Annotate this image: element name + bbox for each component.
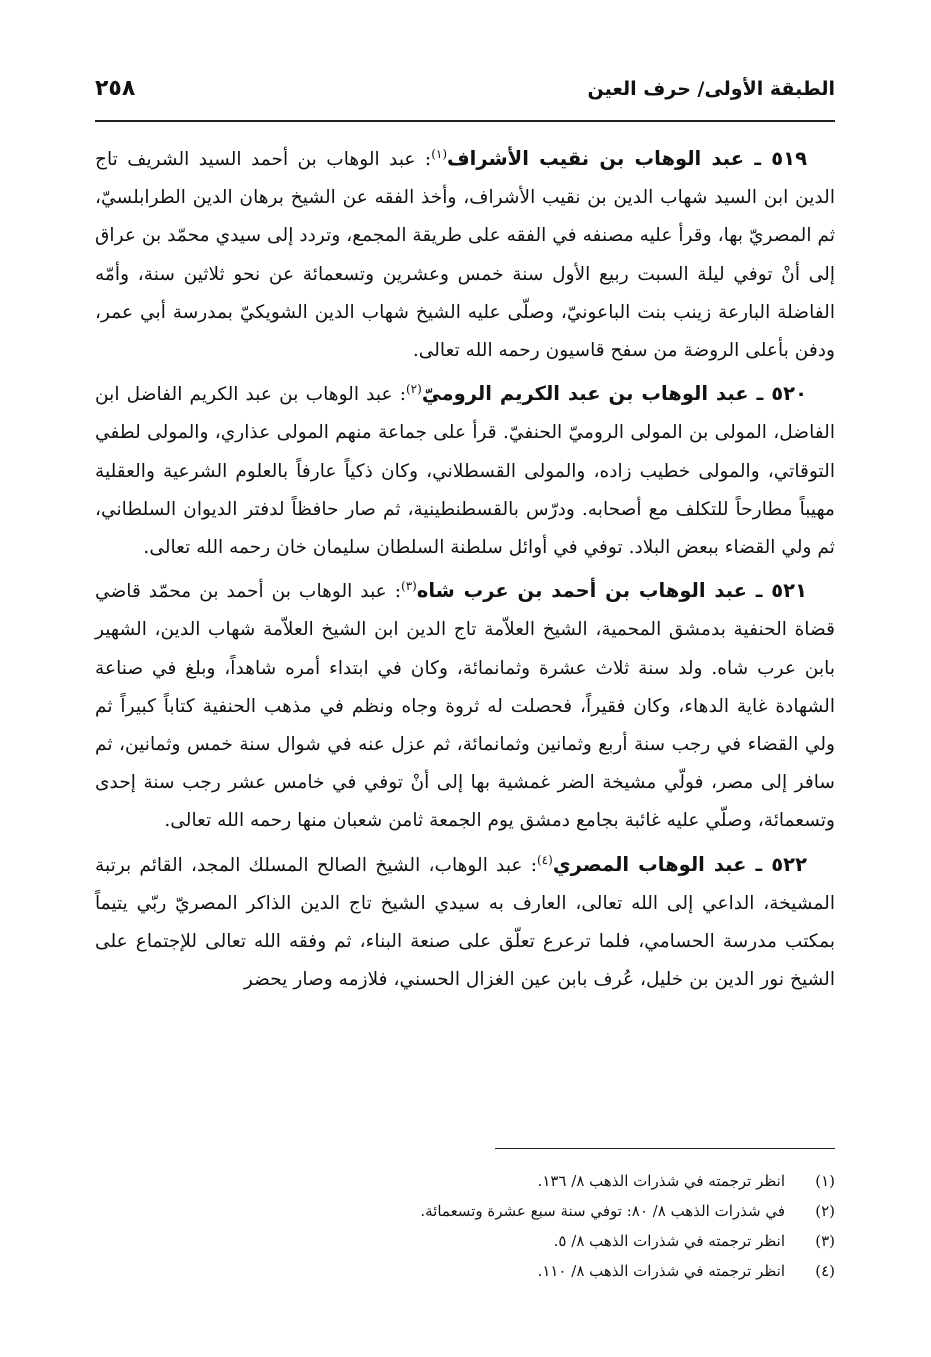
page-number: ٢٥٨ [95,76,136,101]
footnote-number: (٢) [815,1202,835,1220]
footnote-number: (٣) [815,1232,835,1250]
footnote-1 [95,1166,835,1196]
footnote-text: انظر ترجمته في شذرات الذهب ٨/ ٥. [553,1232,785,1250]
footnote-ref[interactable]: (٢) [405,382,422,397]
entry-heading: ٥٢٠ ـ عبد الوهاب بن عبد الكريم الروميّ [421,382,807,406]
entry-519 [95,140,835,370]
entry-text: : عبد الوهاب بن عبد الكريم الفاضل ابن الفاضل، المولى بن المولى الروميّ الحنفيّ. قرأ على جماعة منهم المولى عذاري، والمولى لطفي التوقاتي، والمولى خطيب زاده، والمولى القسطلاني، وكان ذكياً عارفاً بالعلوم الشرعية والعقلية مهيباً مطارحاً للتكلف مع أصحابه. ودرّس بالقسطنطينية، ثم صار حافظاً لدفتر الديوان السلطاني، ثم ولي القضاء ببعض البلاد. توفي في أوائل سلطنة السلطان سليمان خان رحمه الله تعالى. [95,384,835,559]
footnote-ref[interactable]: (٣) [401,579,417,594]
entry-522 [95,846,835,1000]
entry-text: : عبد الوهاب بن أحمد السيد الشريف تاج الدين ابن السيد شهاب الدين بن نقيب الأشراف، وأخذ الفقه عن الشيخ برهان الدين الطرابلسيّ، ثم المصريّ بها، وقرأ عليه مصنفه في الفقه على طريقة المجمع، وتردد إلى سيدي محمّد بن عراق إلى أنْ توفي ليلة السبت ربيع الأول سنة خمس وعشرين وتسعمائة عن نحو ثلاثين سنة، وأمّه الفاضلة البارعة زينب بنت الباعونيّ، وصلّى عليه الشيخ شهاب الدين الشويكيّ بمدرسة أبي عمر، ودفن بأعلى الروضة من سفح قاسيون رحمه الله تعالى. [95,149,835,362]
main-text [95,140,835,1004]
footnote-number: (٤) [815,1262,835,1280]
entry-521 [95,572,835,840]
footnote-ref[interactable]: (٤) [536,852,553,867]
footnote-ref[interactable]: (١) [431,146,448,161]
footnote-text: في شذرات الذهب ٨/ ٨٠: توفي سنة سبع عشرة وتسعمائة. [420,1202,785,1220]
entry-heading: ٥٢١ ـ عبد الوهاب بن أحمد بن عرب شاه [416,579,807,603]
entry-heading: ٥٢٢ ـ عبد الوهاب المصري [552,852,807,876]
footnote-text: انظر ترجمته في شذرات الذهب ٨/ ١١٠. [537,1262,785,1280]
entry-text: : عبد الوهاب بن أحمد بن محمّد قاضي قضاة الحنفية بدمشق المحمية، الشيخ العلاّمة تاج الدين ابن الشيخ العلاّمة شهاب الدين، الشهير بابن عرب شاه. ولد سنة ثلاث عشرة وثمانمائة، وكان في ابتداء أمره شاهداً، وبلغ في صناعة الشهادة غاية الدهاء، وكان فقيراً، فحصلت له ثروة وجاه ونظم في مذهب الحنفية كتاباً كبيراً ثم ولي القضاء في رجب سنة أربع وثمانين وثمانمائة، ثم عزل عنه في شوال سنة خمس وثمانين، ثم سافر إلى مصر، فولّي مشيخة الضر غمشية بها إلى أنْ توفي في خامس عشر رجب سنة إحدى وتسعمائة، وصلّي عليه غائبة بجامع دمشق يوم الجمعة ثامن شعبان منها رحمه الله تعالى. [95,581,835,832]
footnotes [95,1166,835,1286]
footnote-number: (١) [815,1172,835,1190]
footnote-3 [95,1226,835,1256]
footnote-4 [95,1256,835,1286]
entry-text: : عبد الوهاب، الشيخ الصالح المسلك المجد، القائم برتبة المشيخة، الداعي إلى الله تعالى، العارف به سيدي الشيخ تاج الدين الذاكر المصريّ ربّي يتيماً بمكتب مدرسة الحسامي، فلما ترعرع تعلّق على صنعة البناء، ثم وفقه الله تعالى للإجتماع على الشيخ نور الدين بن خليل، عُرف بابن عين الغزال الحسني، فلازمه وصار يحضر [95,854,835,991]
entry-520 [95,375,835,567]
running-title: الطبقة الأولى/ حرف العين [587,78,835,100]
header-rule [95,120,835,122]
entry-heading: ٥١٩ ـ عبد الوهاب بن نقيب الأشراف [447,147,807,170]
footnote-text: انظر ترجمته في شذرات الذهب ٨/ ١٣٦. [537,1172,785,1190]
footnote-2 [95,1196,835,1226]
page-header [95,72,835,116]
footnote-separator [495,1148,835,1149]
